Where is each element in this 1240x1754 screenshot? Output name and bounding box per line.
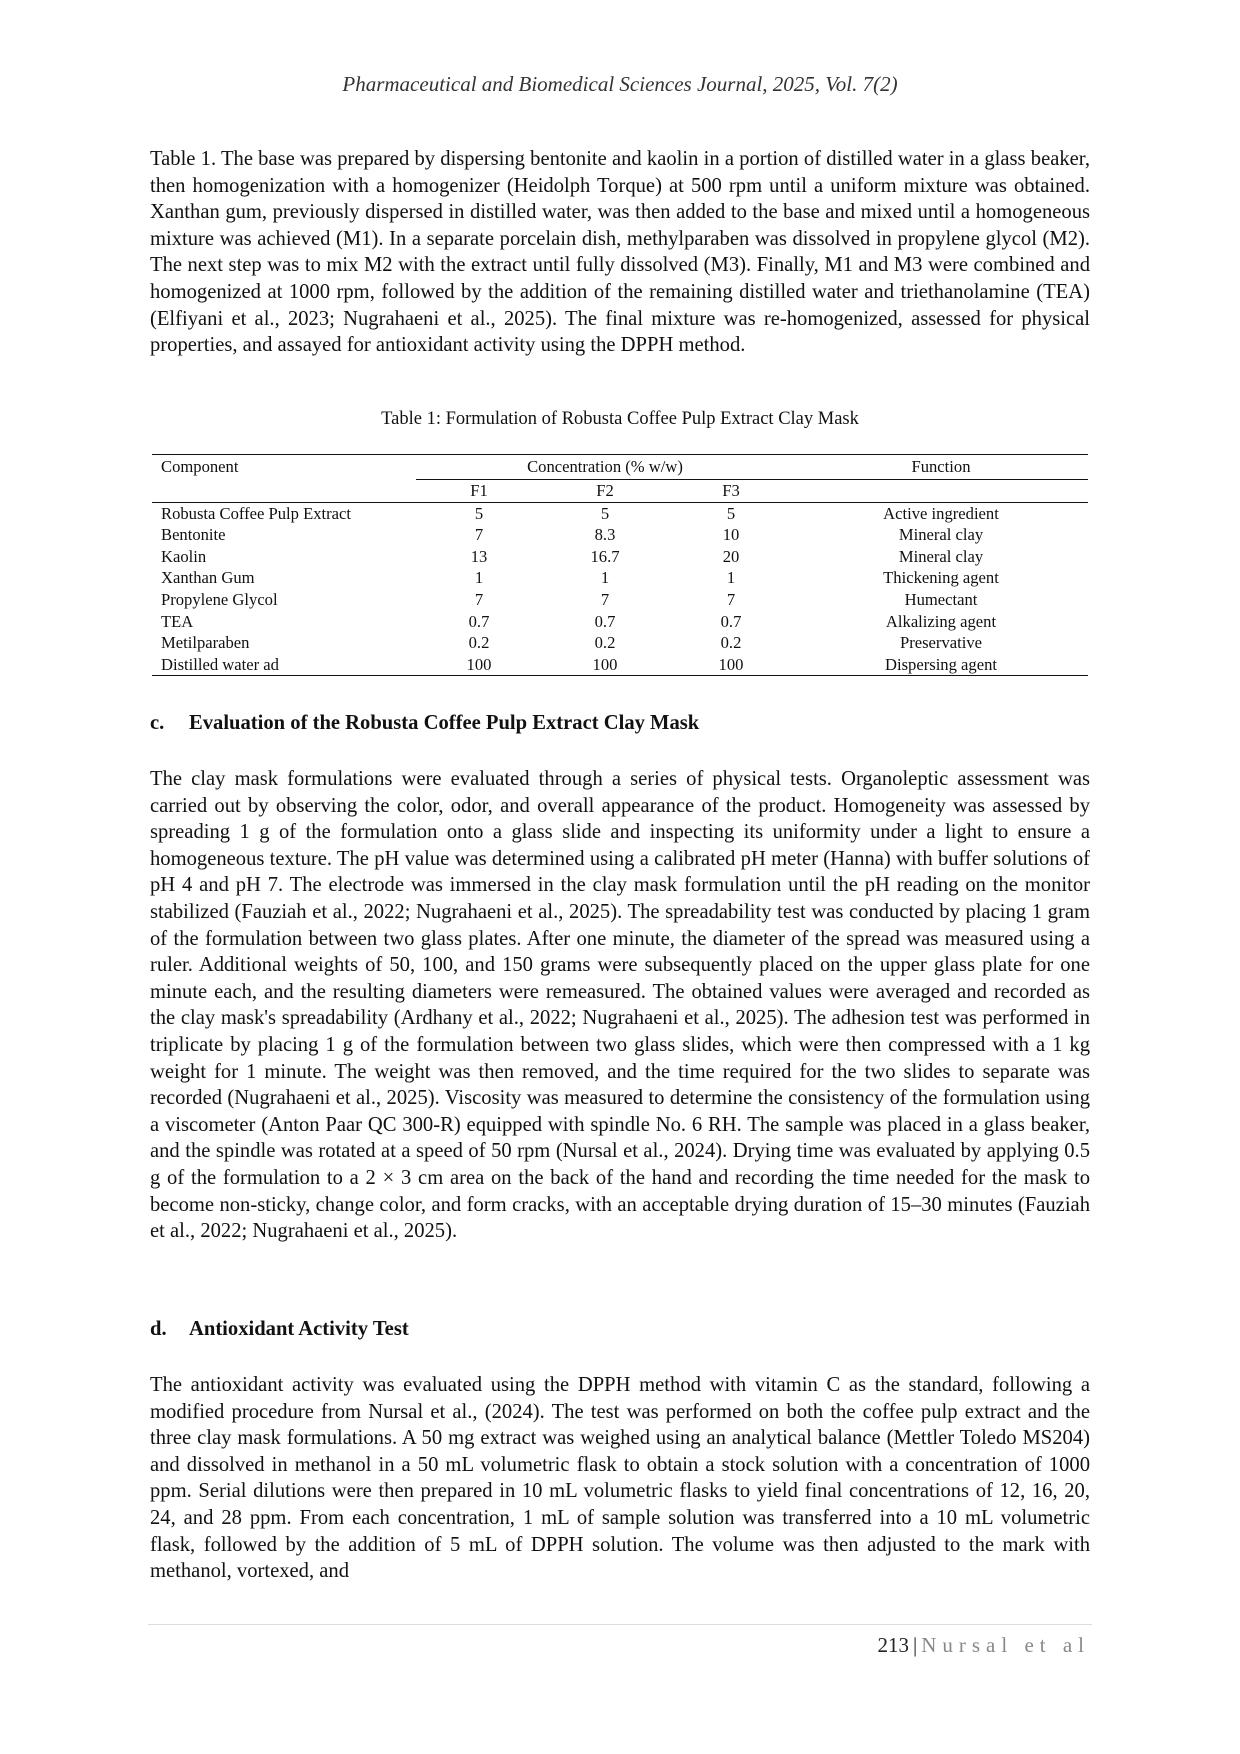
cell-component: Bentonite — [161, 525, 226, 545]
paragraph-preparation: Table 1. The base was prepared by dispersing bentonite and kaolin in a portion of distilled water in a glass beaker, then homogenization with a homogenizer (Heidolph Torque) at 500 rpm until a uniform mixture was obtained. Xanthan gum, previously dispersed in distilled water, was then added to the base and mixed until a homogeneous mixture was achieved (M1). In a separate porcelain dish, methylparaben was dissolved in propylene glycol (M2). The next step was to mix M2 with the extract until fully dissolved (M3). Finally, M1 and M3 were combined and homogenized at 1000 rpm, followed by the addition of the remaining distilled water and triethanolamine (TEA) (Elfiyani et al., 2023; Nugrahaeni et al., 2025). The final mixture was re-homogenized, assessed for physical properties, and assayed for antioxidant activity using the DPPH method. — [150, 148, 1090, 357]
table-row — [152, 654, 1088, 676]
section-d-title: Antioxidant Activity Test — [189, 1318, 409, 1340]
header-function: Function — [794, 455, 1088, 480]
cell-f2: 8.3 — [594, 525, 616, 545]
cell-f2: 0.7 — [594, 611, 616, 631]
table-row — [152, 546, 1088, 568]
formulation-table — [152, 454, 1088, 676]
cell-f3: 5 — [668, 502, 794, 524]
cell-component: Xanthan Gum — [161, 568, 255, 588]
header-f3: F3 — [668, 480, 794, 503]
cell-f1: 5 — [416, 502, 542, 524]
table-row — [152, 524, 1088, 546]
cell-f3: 1 — [726, 568, 736, 588]
cell-f3: 0.2 — [720, 633, 742, 653]
journal-header: Pharmaceutical and Biomedical Sciences Journal, 2025, Vol. 7(2) — [342, 72, 898, 96]
cell-function: Humectant — [904, 589, 978, 609]
cell-component: Kaolin — [161, 546, 207, 566]
table-row — [152, 502, 1088, 524]
table-subheader-row — [152, 480, 1088, 503]
cell-function: Preservative — [899, 633, 982, 653]
cell-component: Robusta Coffee Pulp Extract — [152, 502, 416, 524]
cell-function: Dispersing agent — [794, 654, 1088, 676]
paragraph-evaluation: The clay mask formulations were evaluated through a series of physical tests. Organoleptic assessment was carried out by observing the color, odor, and overall appearance of the product. Homogeneity was assessed by spreading 1 g of the formulation onto a glass slide and inspecting its uniformity under a light to ensure a homogeneous texture. The pH value was determined using a calibrated pH meter (Hanna) with buffer solutions of pH 4 and pH 7. The electrode was immersed in the clay mask formulation until the pH reading on the monitor stabilized (Fauziah et al., 2022; Nugrahaeni et al., 2025). The spreadability test was conducted by placing 1 gram of the formulation between two glass plates. After one minute, the diameter of the spread was measured using a ruler. Additional weights of 50, 100, and 150 grams were subsequently placed on the upper glass plate for one minute each, and the resulting diameters were remeasured. The obtained values were averaged and recorded as the clay mask's spreadability (Ardhany et al., 2022; Nugrahaeni et al., 2025). The adhesion test was performed in triplicate by placing 1 g of the formulation between two glass slides, which were then compressed with a 1 kg weight for 1 minute. The weight was then removed, and the time required for the two slides to separate was recorded (Nugrahaeni et al., 2025). Viscosity was measured to determine the consistency of the formulation using a viscometer (Anton Paar QC 300-R) equipped with spindle No. 6 RH. The sample was placed in a glass beaker, and the spindle was rotated at a speed of 50 rpm (Nursal et al., 2024). Drying time was evaluated by applying 0.5 g of the formulation to a 2 × 3 cm area on the back of the hand and recording the time needed for the mask to become non-sticky, change color, and form cracks, with an acceptable drying duration of 15–30 minutes (Fauziah et al., 2022; Nugrahaeni et al., 2025). — [150, 768, 1090, 1243]
header-f2: F2 — [542, 480, 668, 503]
section-d-label: d. — [150, 1318, 167, 1340]
cell-component: TEA — [161, 611, 194, 631]
cell-f2: 7 — [600, 589, 610, 609]
cell-function: Mineral clay — [898, 546, 984, 566]
cell-f2: 0.2 — [594, 633, 616, 653]
table-row — [152, 611, 1088, 633]
table-caption: Table 1: Formulation of Robusta Coffee Pulp Extract Clay Mask — [381, 409, 859, 429]
table-row — [152, 632, 1088, 654]
header-f1: F1 — [416, 480, 542, 503]
footer-divider — [148, 1624, 1092, 1625]
cell-f1: 100 — [416, 654, 542, 676]
page-footer — [877, 1633, 1090, 1658]
cell-function: Mineral clay — [898, 525, 984, 545]
cell-component: Distilled water ad — [152, 654, 416, 676]
section-c-title: Evaluation of the Robusta Coffee Pulp Extract Clay Mask — [189, 712, 700, 734]
cell-f3: 20 — [722, 546, 740, 566]
table-header-row — [152, 455, 1088, 480]
cell-f3: 0.7 — [720, 611, 742, 631]
cell-f1: 0.7 — [468, 611, 490, 631]
cell-f1: 7 — [474, 589, 484, 609]
cell-f3: 7 — [726, 589, 736, 609]
section-c-heading — [150, 712, 699, 735]
section-c-label: c. — [150, 712, 165, 734]
cell-f2: 100 — [542, 654, 668, 676]
header-component: Component — [152, 455, 416, 480]
header-concentration: Concentration (% w/w) — [416, 455, 794, 480]
table-row — [152, 567, 1088, 589]
footer-separator: | — [912, 1633, 918, 1657]
cell-f1: 1 — [474, 568, 484, 588]
paragraph-antioxidant: The antioxidant activity was evaluated using the DPPH method with vitamin C as the standard, following a modified procedure from Nursal et al., (2024). The test was performed on both the coffee pulp extract and the three clay mask formulations. A 50 mg extract was weighed using an analytical balance (Mettler Toledo MS204) and dissolved in methanol in a 50 mL volumetric flask to obtain a stock solution with a concentration of 1000 ppm. Serial dilutions were then prepared in 10 mL volumetric flasks to yield final concentrations of 12, 16, 20, 24, and 28 ppm. From each concentration, 1 mL of sample solution was transferred into a 10 mL volumetric flask, followed by the addition of 5 mL of DPPH solution. The volume was then adjusted to the mark with methanol, vortexed, and — [150, 1374, 1090, 1583]
cell-f1: 0.2 — [468, 633, 490, 653]
cell-f3: 100 — [668, 654, 794, 676]
cell-f3: 10 — [722, 525, 740, 545]
cell-f1: 13 — [470, 546, 488, 566]
cell-f2: 1 — [600, 568, 610, 588]
cell-function: Alkalizing agent — [885, 611, 997, 631]
cell-f2: 16.7 — [590, 546, 620, 566]
table-row — [152, 589, 1088, 611]
page-number: 213 — [877, 1633, 909, 1657]
cell-f1: 7 — [474, 525, 484, 545]
cell-component: Propylene Glycol — [161, 589, 278, 609]
cell-component: Metilparaben — [161, 633, 250, 653]
footer-authors: Nursal et al — [921, 1633, 1090, 1657]
cell-function: Thickening agent — [883, 568, 999, 588]
cell-function: Active ingredient — [794, 502, 1088, 524]
cell-f2: 5 — [542, 502, 668, 524]
section-d-heading — [150, 1318, 409, 1341]
